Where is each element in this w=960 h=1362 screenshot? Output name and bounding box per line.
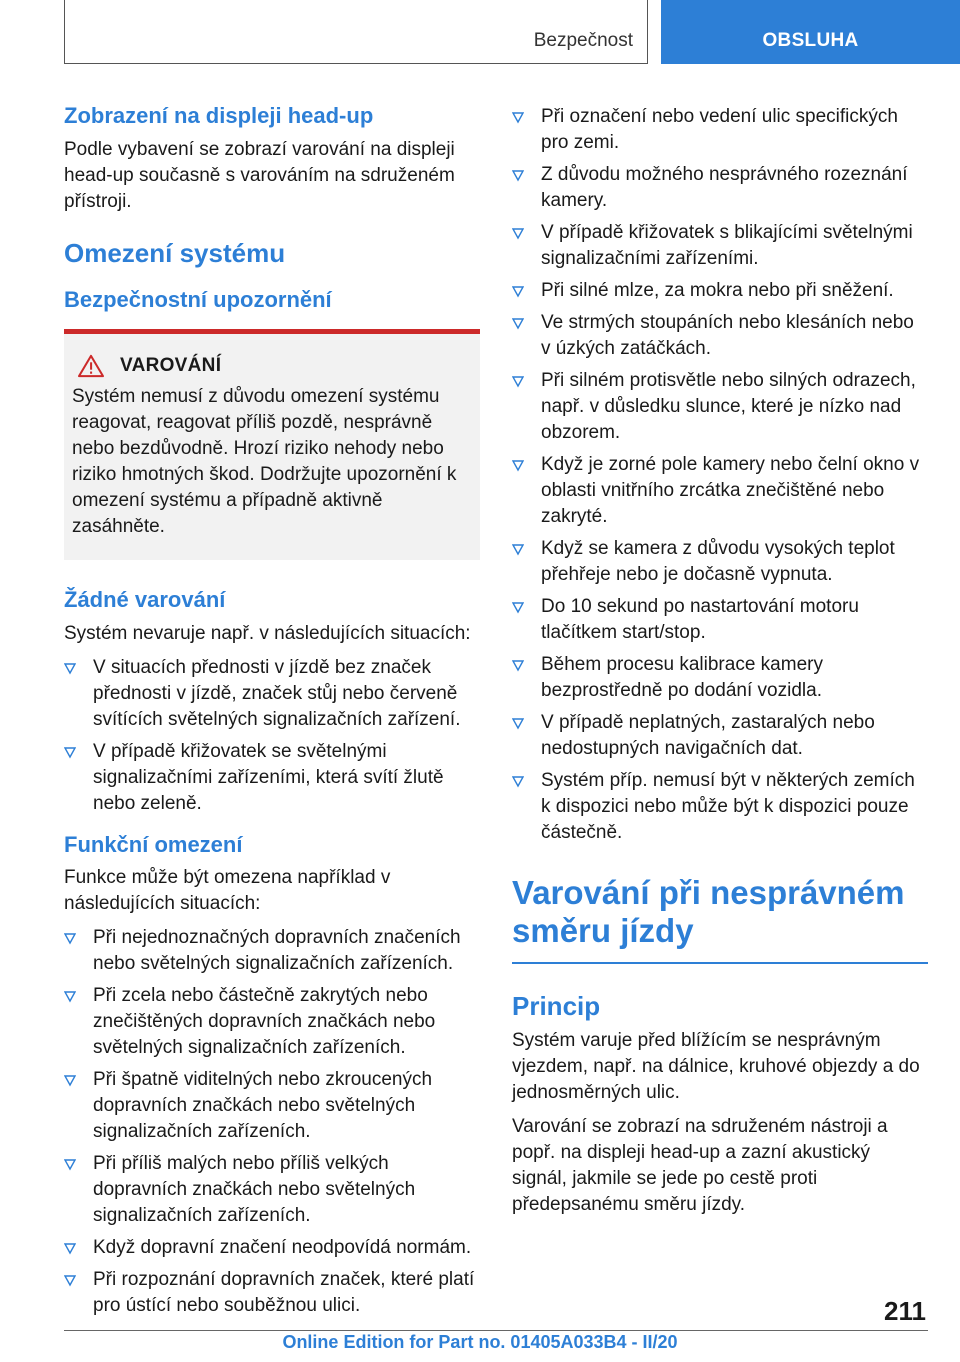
list-item-text: Při nejednoznačných dopravních značeních nebo světelných signalizačních zařízeních. xyxy=(93,927,461,975)
list-item-text: Při příliš malých nebo příliš velkých dopravních značkách nebo světelných signalizačních zařízeních. xyxy=(93,1153,416,1227)
list-item-text: V situacích přednosti v jízdě bez značek přednosti v jízdě, značek stůj nebo červeně svítících světelných signalizačních zařízení. xyxy=(93,656,461,730)
list-item xyxy=(64,1067,480,1145)
bullet-triangle-icon xyxy=(512,776,524,788)
list-item-text: Během procesu kalibrace kamery bezprostředně po dodání vozidla. xyxy=(541,654,823,701)
list-item-text: Do 10 sekund po nastartování motoru tlačítkem start/stop. xyxy=(541,596,859,643)
list-item xyxy=(512,278,928,304)
principle-text-1: Systém varuje před blížícím se nesprávným vjezdem, např. na dálnice, kruhové objezdy a do jednosměrných ulic. xyxy=(512,1029,920,1103)
list-item-text: Při špatně viditelných nebo zkroucených dopravních značkách nebo světelných signalizačních zařízeních. xyxy=(93,1069,433,1143)
list-item xyxy=(512,710,928,762)
bullet-triangle-icon xyxy=(64,1275,76,1287)
left-column xyxy=(64,102,480,1333)
bullet-triangle-icon xyxy=(512,376,524,388)
heading-no-warning: Žádné varování xyxy=(64,586,226,612)
list-item-text: Při silné mlze, za mokra nebo při sněžení. xyxy=(541,280,894,301)
bullet-triangle-icon xyxy=(64,991,76,1003)
list-item xyxy=(512,310,928,362)
functional-limits-intro: Funkce může být omezena například v následujících situacích: xyxy=(64,867,391,915)
list-item xyxy=(512,536,928,588)
heading-principle: Princip xyxy=(512,990,601,1021)
bullet-triangle-icon xyxy=(512,318,524,330)
bullet-triangle-icon xyxy=(512,660,524,672)
bullet-triangle-icon xyxy=(64,1159,76,1171)
no-warning-intro: Systém nevaruje např. v následujících situacích: xyxy=(64,622,471,644)
heading-functional-limits: Funkční omezení xyxy=(64,831,243,857)
list-item xyxy=(64,983,480,1061)
functional-limits-list-continued xyxy=(512,104,928,846)
list-item-text: Při označení nebo vedení ulic specifických pro zemi. xyxy=(541,106,898,153)
list-item xyxy=(512,162,928,214)
principle-text-2: Varování se zobrazí na sdruženém nástroji a popř. na displeji head-up a zazní akustický signál, jakmile se jede po cestě proti předepsanému směru jízdy. xyxy=(512,1115,888,1215)
footer-edition: Online Edition for Part no. 01405A033B4 - II/20 xyxy=(282,1332,678,1352)
right-column xyxy=(512,104,928,1226)
bullet-triangle-icon xyxy=(512,544,524,556)
bullet-triangle-icon xyxy=(512,228,524,240)
page-number: 211 xyxy=(884,1296,926,1326)
list-item-text: Systém příp. nemusí být v některých zemích k dispozici nebo může být k dispozici pouze částečně. xyxy=(541,770,915,843)
heading-safety-notes: Bezpečnostní upozornění xyxy=(64,287,332,313)
list-item-text: Z důvodu možného nesprávného rozeznání kamery. xyxy=(541,164,908,211)
list-item xyxy=(512,452,928,530)
list-item-text: Při zcela nebo částečně zakrytých nebo znečištěných dopravních značkách nebo světelných signalizačních zařízeních. xyxy=(93,985,436,1059)
list-item-text: V případě křižovatek s blikajícími světelnými signalizačními zařízeními. xyxy=(541,222,913,269)
heading-wrong-way-warning: Varování při nesprávném směru jízdy xyxy=(512,874,905,949)
bullet-triangle-icon xyxy=(512,718,524,730)
list-item xyxy=(512,368,928,446)
bullet-triangle-icon xyxy=(512,460,524,472)
bullet-triangle-icon xyxy=(64,933,76,945)
list-item xyxy=(64,1235,480,1261)
bullet-triangle-icon xyxy=(64,1243,76,1255)
bullet-triangle-icon xyxy=(64,663,76,675)
list-item-text: Při rozpoznání dopravních značek, které platí pro ústící nebo souběžnou ulici. xyxy=(93,1269,475,1317)
bullet-triangle-icon xyxy=(512,286,524,298)
list-item-text: Když se kamera z důvodu vysokých teplot přehřeje nebo je dočasně vypnuta. xyxy=(541,538,895,585)
list-item-text: V případě křižovatek se světelnými signalizačními zařízeními, která svítí žlutě nebo zeleně. xyxy=(93,740,444,814)
list-item xyxy=(64,925,480,977)
list-item-text: Když dopravní značení neodpovídá normám. xyxy=(93,1237,472,1259)
warning-title: VAROVÁNÍ xyxy=(120,354,222,376)
functional-limits-list xyxy=(64,925,480,1319)
bullet-triangle-icon xyxy=(512,170,524,182)
bullet-triangle-icon xyxy=(64,747,76,759)
header-section-box xyxy=(64,0,648,64)
list-item-text: Při silném protisvětle nebo silných odrazech, např. v důsledku slunce, které je nízko nad obzorem. xyxy=(541,370,916,443)
header-chapter-tab[interactable]: OBSLUHA xyxy=(661,0,960,64)
header-section-title: Bezpečnost xyxy=(533,30,633,51)
bullet-triangle-icon xyxy=(512,602,524,614)
list-item xyxy=(64,739,480,817)
list-item xyxy=(512,220,928,272)
footer-rule xyxy=(64,1330,928,1331)
list-item xyxy=(512,594,928,646)
warning-header xyxy=(72,354,474,378)
heading-system-limits: Omezení systému xyxy=(64,237,286,268)
list-item xyxy=(512,768,928,846)
warning-box xyxy=(64,329,480,560)
list-item xyxy=(64,1151,480,1229)
heading-rule xyxy=(512,962,928,964)
list-item-text: Ve strmých stoupáních nebo klesáních nebo v úzkých zatáčkách. xyxy=(541,312,914,359)
warning-triangle-icon xyxy=(76,354,106,378)
bullet-triangle-icon xyxy=(64,1075,76,1087)
bullet-triangle-icon xyxy=(512,112,524,124)
heading-hud: Zobrazení na displeji head-up xyxy=(64,103,374,128)
list-item xyxy=(64,655,480,733)
warning-text: Systém nemusí z důvodu omezení systému reagovat, reagovat příliš pozdě, nesprávně nebo bezdůvodně. Hrozí riziko nehody nebo riziko hmotných škod. Dodržujte upozornění k omezení systému a případně aktivně zasáhněte. xyxy=(72,385,457,537)
list-item xyxy=(512,104,928,156)
list-item xyxy=(64,1267,480,1319)
no-warning-list xyxy=(64,655,480,817)
list-item-text: V případě neplatných, zastaralých nebo nedostupných navigačních dat. xyxy=(541,712,875,759)
hud-text: Podle vybavení se zobrazí varování na displeji head-up současně s varováním na sdruženém přístroji. xyxy=(64,138,455,212)
list-item xyxy=(512,652,928,704)
list-item-text: Když je zorné pole kamery nebo čelní okno v oblasti vnitřního zrcátka znečištěné nebo zakryté. xyxy=(541,454,920,527)
